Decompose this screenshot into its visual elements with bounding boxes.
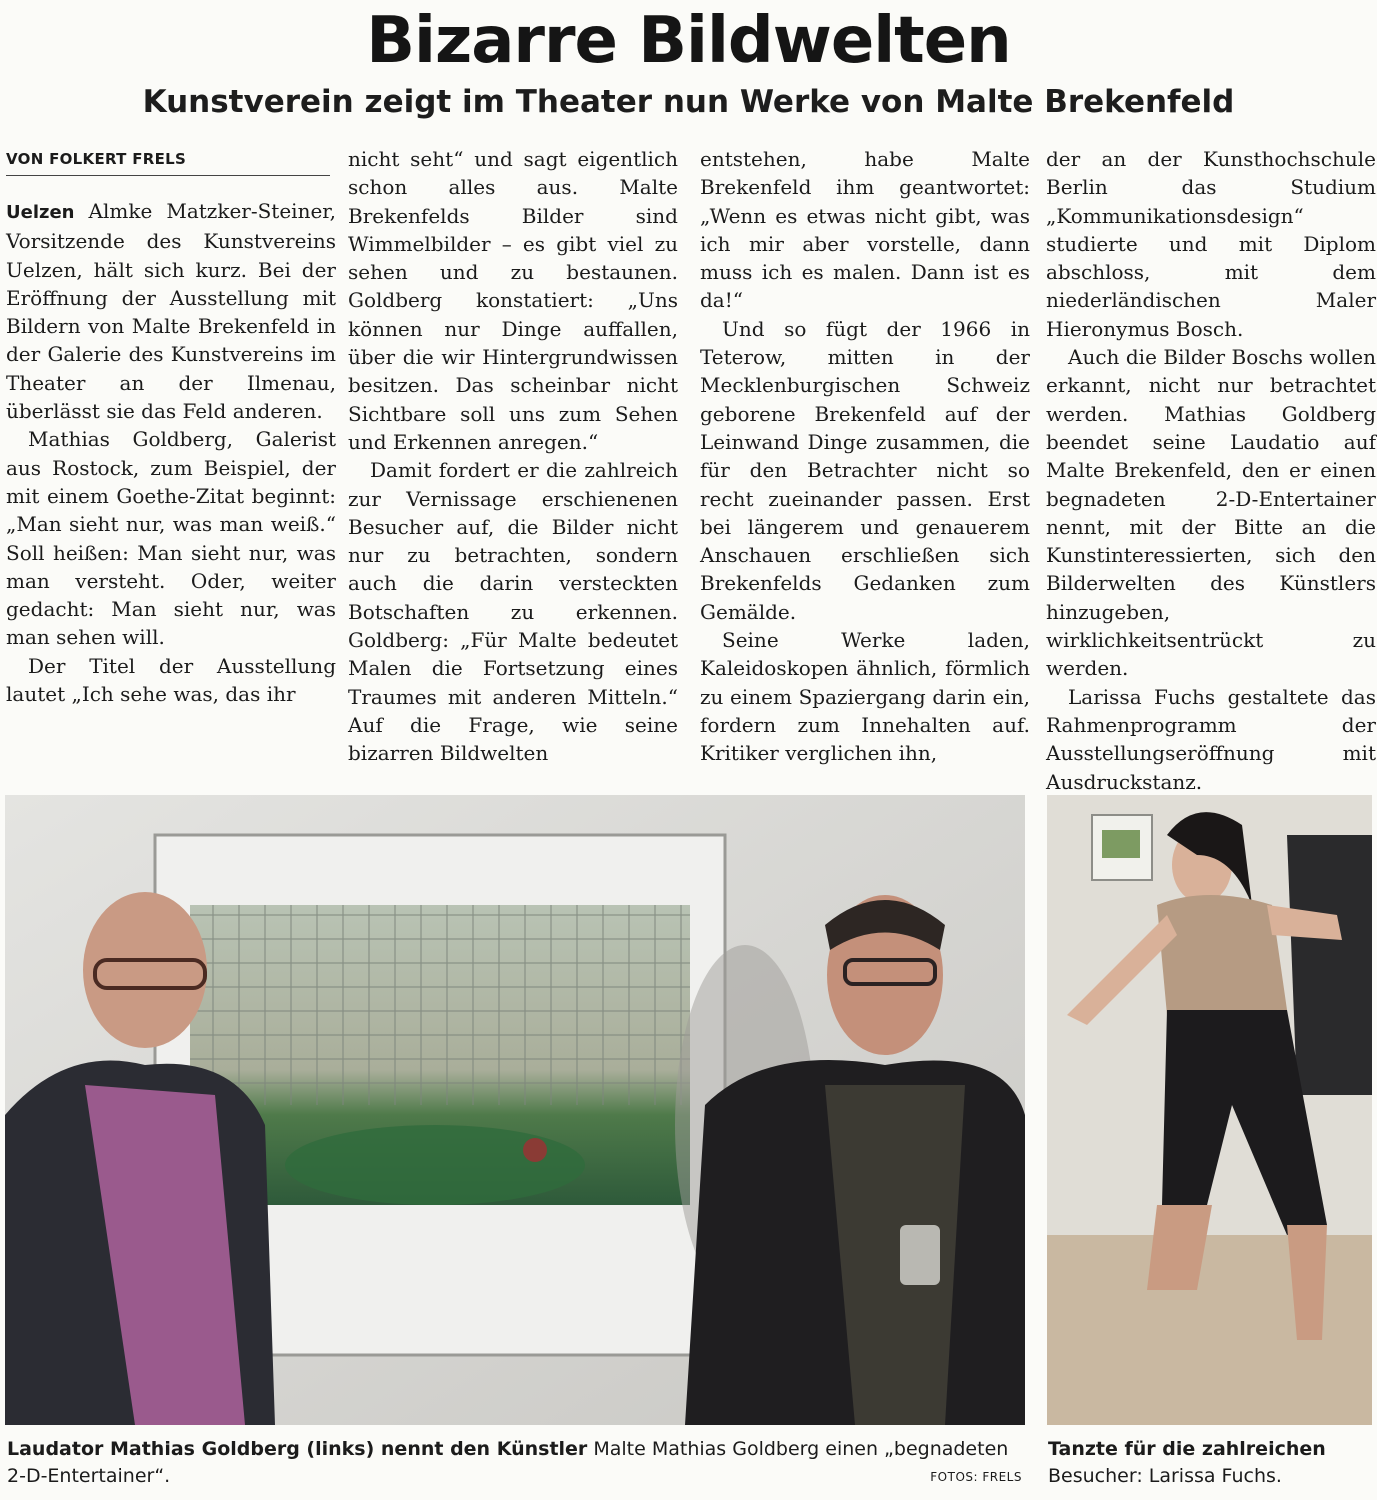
paragraph: Mathias Goldberg, Galerist aus Rostock, zum Beispiel, der mit einem Goethe-Zitat beginnt: „Man sieht nur, was man weiß.“ Soll heißen: Man sieht nur, was man versteht. Oder, weiter gedacht: Man sieht nur, was man sehen will. bbox=[6, 427, 336, 650]
dateline: Uelzen bbox=[6, 202, 75, 223]
caption-text: Malte Mathias Goldberg einen „begnadeten 2-D-Entertainer“. bbox=[7, 1438, 1009, 1487]
paragraph: entstehen, habe Malte Brekenfeld ihm geantwortet: „Wenn es etwas nicht gibt, was ich mir aber vorstelle, dann muss ich es malen. Dann ist es da!“ bbox=[700, 147, 1030, 313]
paragraph: Seine Werke laden, Kaleidoskopen ähnlich, förmlich zu einem Spaziergang darin ein, fordern zum Innehalten auf. Kritiker verglichen ihn, bbox=[700, 628, 1030, 766]
headline: Bizarre Bildwelten bbox=[366, 4, 1011, 78]
photo-credit: FOTOS: FRELS bbox=[930, 1470, 1022, 1484]
photo-caption-main bbox=[7, 1436, 1027, 1490]
paragraph: Auch die Bilder Boschs wollen erkannt, nicht nur betrachtet werden. Mathias Goldberg beendet seine Laudatio auf Malte Brekenfeld, den er einen begnadeten 2-D-Entertainer nennt, mit der Bitte an die Kunstinteressierten, sich den Bilderwelten des Künstlers hinzugeben, wirklichkeitsentrückt zu werden. bbox=[1046, 345, 1376, 681]
photo-illustration bbox=[1047, 795, 1372, 1425]
article-column-2 bbox=[348, 145, 678, 768]
caption-text: Besucher: Larissa Fuchs. bbox=[1048, 1465, 1282, 1487]
paragraph: Larissa Fuchs gestaltete das Rahmenprogramm der Ausstellungseröffnung mit Ausdruckstanz. bbox=[1046, 684, 1376, 794]
paragraph: Und so fügt der 1966 in Teterow, mitten in der Mecklenburgischen Schweiz geborene Brekenfeld auf der Leinwand Dinge zusammen, die für den Betrachter nicht so recht zueinander passen. Erst bei längerem und genauerem Anschauen erschließen sich Brekenfelds Gedanken zum Gemälde. bbox=[700, 316, 1030, 624]
paragraph: nicht seht“ und sagt eigentlich schon alles aus. Malte Brekenfelds Bilder sind Wimmelbilder – es gibt viel zu sehen und zu bestaunen. Goldberg konstatiert: „Uns können nur Dinge auffallen, über die wir Hintergrundwissen besitzen. Das scheinbar nicht Sichtbare soll uns zum Sehen und Erkennen anregen.“ bbox=[348, 147, 678, 454]
byline: VON FOLKERT FRELS bbox=[6, 150, 330, 176]
article-column-4 bbox=[1046, 145, 1376, 796]
paragraph-text: Almke Matzker-Steiner, Vorsitzende des Kunstvereins Uelzen, hält sich kurz. Bei der Eröffnung der Ausstellung mit Bildern von Malte Brekenfeld in der Galerie des Kunstvereins im Theater an der Ilmenau, überlässt sie das Feld anderen. bbox=[6, 199, 337, 424]
paragraph bbox=[6, 197, 336, 425]
paragraph: Der Titel der Ausstellung lautet „Ich sehe was, das ihr bbox=[6, 653, 336, 707]
photo-laudator-and-artist bbox=[5, 795, 1025, 1425]
photo-caption-side bbox=[1048, 1436, 1373, 1490]
article-column-1 bbox=[6, 197, 336, 708]
photo-illustration bbox=[5, 795, 1025, 1425]
caption-lead: Laudator Mathias Goldberg (links) nennt den Künstler bbox=[7, 1438, 588, 1460]
paragraph: der an der Kunsthochschule Berlin das Studium „Kommunikationsdesign“ studierte und mit Diplom abschloss, mit dem niederländischen Maler Hieronymus Bosch. bbox=[1046, 147, 1376, 341]
paragraph: Damit fordert er die zahlreich zur Vernissage erschienenen Besucher auf, die Bilder nicht nur zu betrachten, sondern auch die darin versteckten Botschaften zu erkennen. Goldberg: „Für Malte bedeutet Malen die Fortsetzung eines Traumes mit anderen Mitteln.“ Auf die Frage, wie seine bizarren Bildwelten bbox=[348, 458, 678, 766]
subheadline: Kunstverein zeigt im Theater nun Werke von Malte Brekenfeld bbox=[142, 84, 1235, 120]
caption-lead: Tanzte für die zahlreichen bbox=[1048, 1438, 1326, 1460]
photo-dancer bbox=[1047, 795, 1372, 1425]
article-column-3 bbox=[700, 145, 1030, 768]
